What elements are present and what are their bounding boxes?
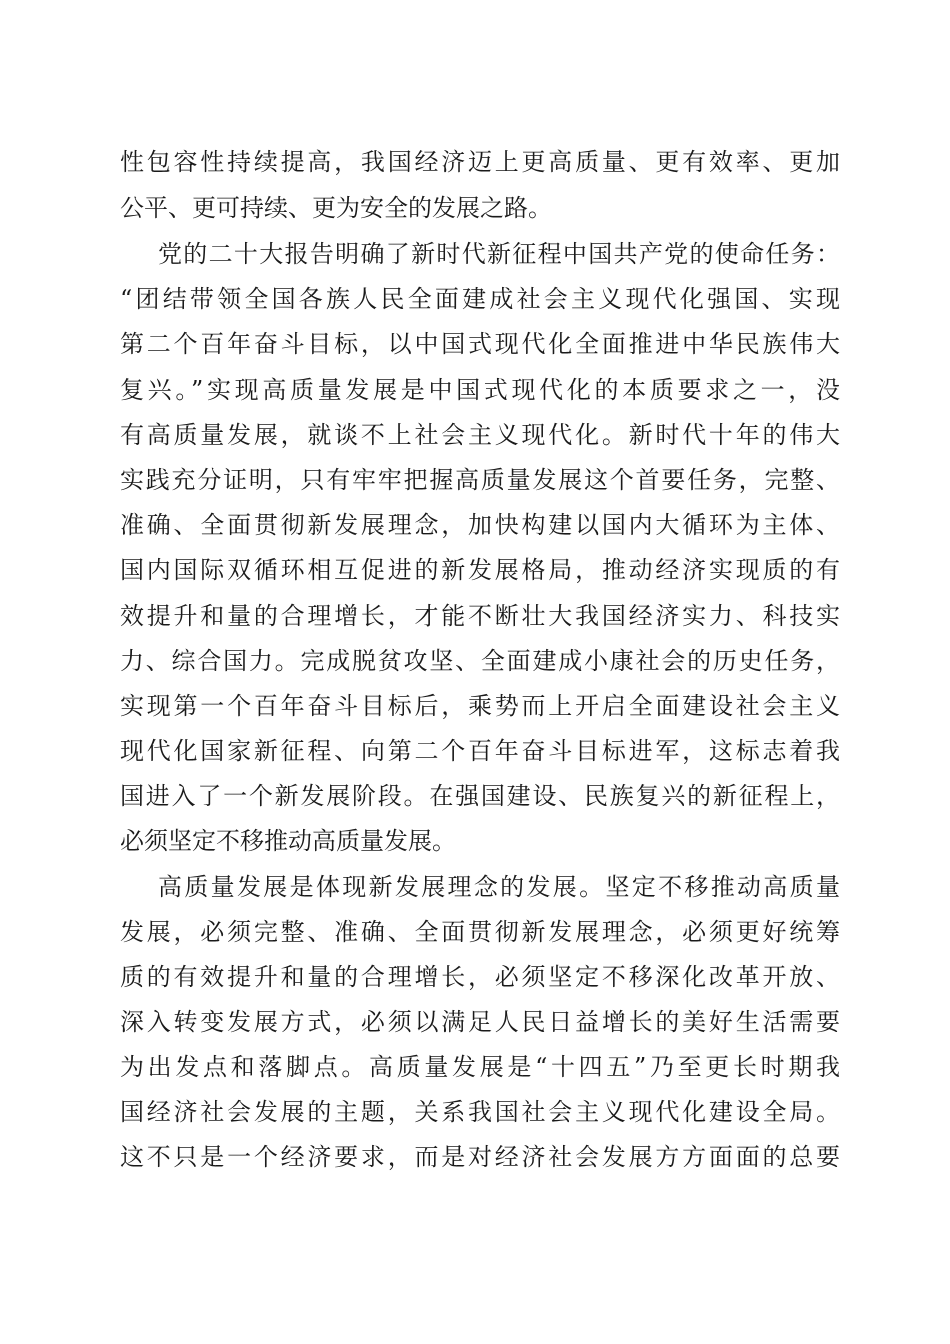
text-line: 深入转变发展方式，必须以满足人民日益增长的美好生活需要 [120,1008,840,1036]
text-line: 复兴。”实现高质量发展是中国式现代化的本质要求之一，没 [120,376,840,404]
text-line: 公平、更可持续、更为安全的发展之路。 [120,194,552,222]
paragraph-first-line: 党的二十大报告明确了新时代新征程中国共产党的使命任务： [158,240,840,268]
text-line: 第二个百年奋斗目标，以中国式现代化全面推进中华民族伟大 [120,330,840,358]
text-line: 实现第一个百年奋斗目标后，乘势而上开启全面建设社会主义 [120,692,840,720]
text-line: 质的有效提升和量的合理增长，必须坚定不移深化改革开放、 [120,963,840,991]
text-line: 国进入了一个新发展阶段。在强国建设、民族复兴的新征程上， [120,782,840,810]
text-line: “团结带领全国各族人民全面建成社会主义现代化强国、实现 [120,285,840,313]
text-line: 实践充分证明，只有牢牢把握高质量发展这个首要任务，完整、 [120,466,840,494]
text-line: 国内国际双循环相互促进的新发展格局，推动经济实现质的有 [120,556,840,584]
text-line: 性包容性持续提高，我国经济迈上更高质量、更有效率、更加 [120,148,840,176]
text-line: 必须坚定不移推动高质量发展。 [120,827,456,855]
text-line: 有高质量发展，就谈不上社会主义现代化。新时代十年的伟大 [120,421,840,449]
text-line: 发展，必须完整、准确、全面贯彻新发展理念，必须更好统筹 [120,918,840,946]
paragraph-first-line: 高质量发展是体现新发展理念的发展。坚定不移推动高质量 [158,873,840,901]
text-line: 力、综合国力。完成脱贫攻坚、全面建成小康社会的历史任务， [120,647,840,675]
text-line: 为出发点和落脚点。高质量发展是“十四五”乃至更长时期我 [120,1053,840,1081]
text-line: 国经济社会发展的主题，关系我国社会主义现代化建设全局。 [120,1098,840,1126]
text-line: 这不只是一个经济要求，而是对经济社会发展方方面面的总要 [120,1143,840,1171]
text-line: 准确、全面贯彻新发展理念，加快构建以国内大循环为主体、 [120,511,840,539]
text-line: 现代化国家新征程、向第二个百年奋斗目标进军，这标志着我 [120,737,840,765]
text-line: 效提升和量的合理增长，才能不断壮大我国经济实力、科技实 [120,602,840,630]
